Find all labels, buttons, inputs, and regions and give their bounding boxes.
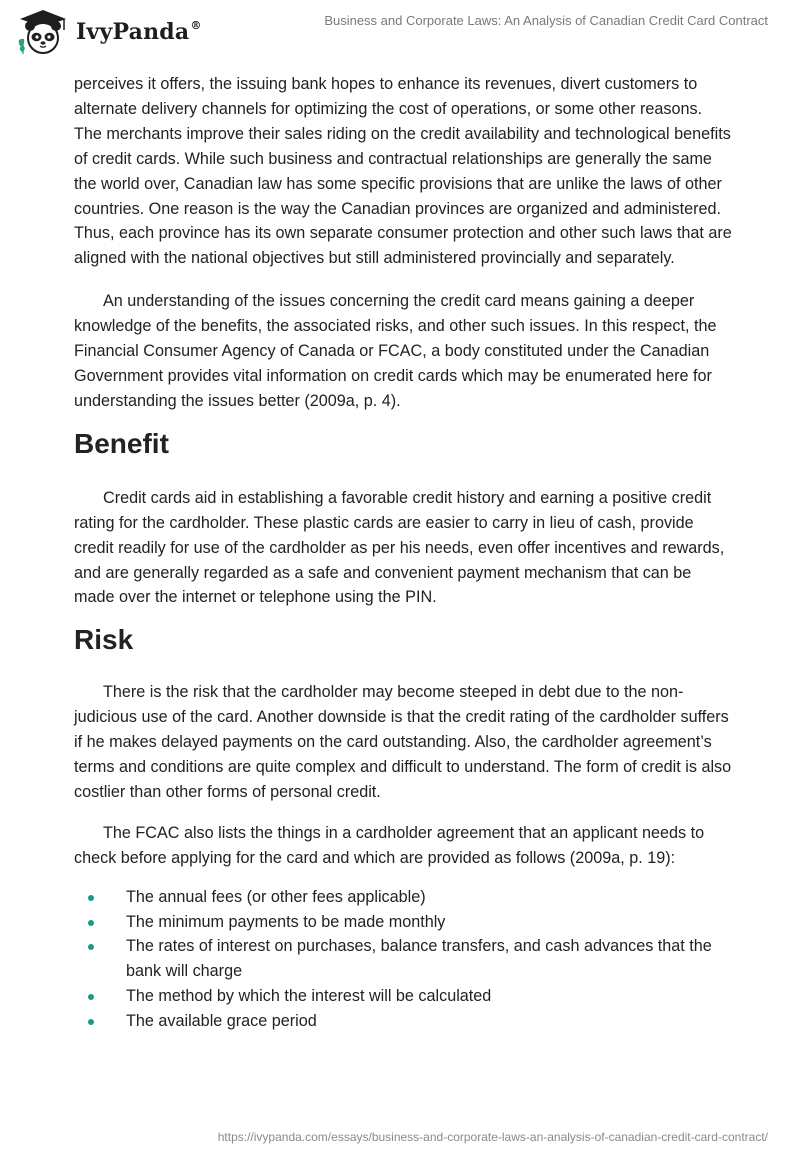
paragraph: perceives it offers, the issuing bank hopes to enhance its revenues, divert customers to alternate delivery channels for optimizing the cost of operations, or some other reasons. The merchants improve their sales riding on the credit availability and technological benefits of credit cards. While such business and contractual relationships are generally the same the world over, Canadian law has some specific provisions that are unlike the laws of other countries. One reason is the way the Canadian provinces are organized and administered. Thus, each province has its own separate consumer protection and other such laws that are aligned with the national objectives but still administered provincially and separately.: [74, 75, 732, 268]
panda-graduate-icon: [14, 8, 72, 56]
paragraph: There is the risk that the cardholder may become steeped in debt due to the non-judicious use of the card. Another downside is that the credit rating of the cardholder suffers if he makes delayed payments on the card outstanding. Also, the cardholder agreement’s terms and conditions are quite complex and difficult to understand. The form of credit is also costlier than other forms of personal credit.: [74, 683, 732, 801]
registered-mark: ®: [190, 19, 202, 32]
section-heading-benefit: Benefit: [74, 427, 169, 459]
paragraph: An understanding of the issues concerning the credit card means gaining a deeper knowledge of the benefits, the associated risks, and other such issues. In this respect, the Financial Consumer Agency of Canada or FCAC, a body constituted under the Canadian Government provides vital information on credit cards which may be enumerated here for understanding the issues better (2009a, p. 4).: [74, 292, 717, 410]
page-header: [0, 0, 800, 70]
bullet-icon: [88, 1019, 94, 1025]
list-item: The annual fees (or other fees applicable): [74, 885, 734, 910]
paragraph: Credit cards aid in establishing a favorable credit history and earning a positive credit rating for the cardholder. These plastic cards are easier to carry in lieu of cash, provide credit readily for use of the cardholder as per his needs, even offer incentives and rewards, and are generally regarded as a safe and convenient payment mechanism that can be made over the internet or telephone using the PIN.: [74, 488, 725, 607]
bullet-icon: [88, 944, 94, 950]
document-title: Business and Corporate Laws: An Analysis of Canadian Credit Card Contract: [324, 13, 768, 28]
list-item: The available grace period: [74, 1009, 734, 1034]
cardholder-checklist: [74, 885, 734, 1034]
list-item: The minimum payments to be made monthly: [74, 910, 734, 935]
brand-name: IvyPanda®: [76, 19, 202, 45]
section-heading-risk: Risk: [74, 624, 134, 656]
bullet-icon: [88, 895, 94, 901]
list-item: The rates of interest on purchases, balance transfers, and cash advances that the bank will charge: [74, 934, 734, 984]
ivypanda-logo[interactable]: [14, 8, 202, 56]
paragraph: The FCAC also lists the things in a cardholder agreement that an applicant needs to check before applying for the card and which are provided as follows (2009a, p. 19):: [74, 823, 705, 867]
source-url-link[interactable]: https://ivypanda.com/essays/business-and-corporate-laws-an-analysis-of-canadian-credit-card-contract/: [217, 1130, 768, 1144]
bullet-icon: [88, 920, 94, 926]
list-item: The method by which the interest will be calculated: [74, 984, 734, 1009]
bullet-icon: [88, 994, 94, 1000]
essay-content: [74, 72, 734, 1034]
